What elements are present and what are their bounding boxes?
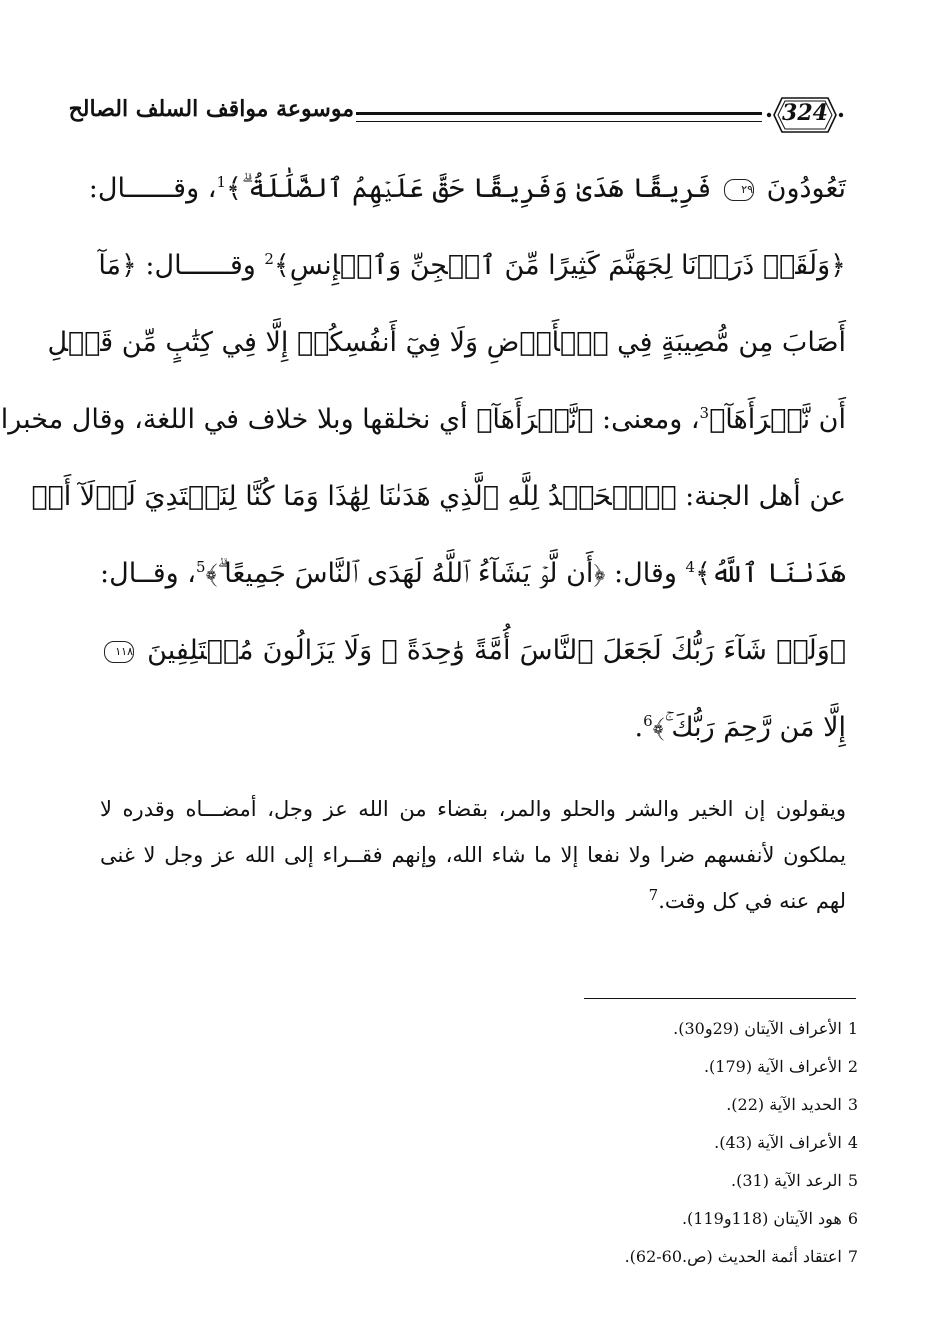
text-line: [47, 304, 846, 381]
line-segment: ، ومعنى: ﴿نَّبۡرَأَهَآ﴾ أي نخلقها وبلا خلاف في اللغة، وقال مخبرا: [0, 404, 700, 435]
footnote-text: الحديد الآية (22).: [726, 1095, 842, 1114]
line-segment: ، وقــــــال:: [88, 173, 217, 204]
footnote-number: 3: [847, 1095, 858, 1114]
footnotes-list: [400, 1014, 858, 1280]
footnote-number: 7: [847, 1247, 858, 1266]
page-number-badge: [764, 92, 846, 138]
footnote-ref: 7: [648, 886, 659, 904]
footnote-number: 2: [847, 1057, 858, 1076]
line-segment: عن أهل الجنة: ﴿ٱلۡحَمۡدُ لِلَّهِ ٱلَّذِي هَدَىٰنَا لِهَٰذَا وَمَا كُنَّا لِنَهۡتَدِيَ لَوۡلَآ أَنۡ: [31, 481, 846, 512]
line-segment: أَن نَّبۡرَأَهَآ﴾: [709, 404, 846, 435]
footnote-text: هود الآيتان (118و119).: [681, 1209, 842, 1228]
verse-block: [0, 150, 846, 766]
footnote-ref: 1: [216, 173, 226, 191]
footnote-separator: [584, 998, 856, 999]
line-segment: أَصَابَ مِن مُّصِيبَةٍ فِي ٱلۡأَرۡضِ وَلَا فِيٓ أَنفُسِكُمۡ إِلَّا فِي كِتَٰبٍ مِّن قَبۡلِ: [47, 327, 846, 358]
header-rule: [356, 112, 762, 122]
footnote-item: [400, 1166, 858, 1204]
main-text: [0, 150, 846, 945]
book-title: موسوعة مواقف السلف الصالح: [68, 96, 354, 122]
text-line: [100, 689, 846, 766]
paragraph-text: ويقولون إن الخير والشر والحلو والمر، بقضاء من الله عز وجل، أمضـــاه وقدره لا يملكون لأنفسهم ضرا ولا نفعا إلا ما شاء الله، وإنهم فقــراء إلى الله عز وجل لا غنى لهم عنه في كل وقت.: [100, 797, 846, 913]
footnote-text: الأعراف الآيتان (29و30).: [673, 1019, 842, 1038]
line-segment: إِلَّا مَن رَّحِمَ رَبُّكَ ۚ﴾: [652, 712, 846, 743]
line-segment: فَرِيقًا هَدَىٰ وَفَرِيقًا حَقَّ عَلَيۡهِمُ ٱلضَّلَٰلَةُ ۗ﴾: [225, 173, 721, 204]
footnote-text: الرعد الآية (31).: [731, 1171, 842, 1190]
footnote-ref: 3: [699, 404, 710, 422]
footnote-number: 5: [847, 1171, 858, 1190]
text-line: [0, 381, 846, 458]
footnote-text: اعتقاد أئمة الحديث (ص.60-62).: [624, 1247, 842, 1266]
footnote-ref: 4: [685, 558, 696, 576]
prose-paragraph: [100, 786, 846, 924]
line-segment: هَدَىٰنَا ٱللَّهُ﴾: [695, 558, 846, 589]
footnote-text: الأعراف الآية (179).: [703, 1057, 842, 1076]
footnote-number: 6: [847, 1209, 858, 1228]
text-line: [100, 227, 846, 304]
line-segment: ، وقــال:: [100, 558, 197, 589]
footnote-item: [400, 1204, 858, 1242]
footnote-item: [400, 1014, 858, 1052]
footnote-item: [400, 1052, 858, 1090]
text-line: [100, 535, 846, 612]
line-segment: ﴿وَلَقَدۡ ذَرَأۡنَا لِجَهَنَّمَ كَثِيرًا مِّنَ ٱلۡجِنِّ وَٱلۡإِنسِ﴾: [273, 250, 846, 281]
footnote-ref: 2: [264, 250, 274, 268]
footnote-number: 1: [847, 1019, 858, 1038]
line-segment: .: [634, 712, 644, 743]
footnote-ref: 6: [643, 712, 653, 730]
text-line: [31, 458, 846, 535]
footnote-item: [400, 1128, 858, 1166]
footnote-text: الأعراف الآية (43).: [714, 1133, 842, 1152]
line-segment: تَعُودُونَ: [758, 173, 846, 204]
footnote-number: 4: [847, 1133, 858, 1152]
line-segment: وقال: ﴿أَن لَّوۡ يَشَآءُ ٱللَّهُ لَهَدَى ٱلنَّاسَ جَمِيعًا ۗ﴾: [205, 558, 686, 589]
line-segment: وقــــــال: ﴿مَآ: [98, 250, 265, 281]
page-number: 324: [782, 100, 828, 126]
running-header: [68, 92, 846, 148]
footnote-item: [400, 1090, 858, 1128]
verse-end-marker: ١١٨: [104, 641, 134, 663]
footnote-ref: 5: [196, 558, 206, 576]
line-segment: ﴿وَلَوۡ شَآءَ رَبُّكَ لَجَعَلَ ٱلنَّاسَ أُمَّةً وَٰحِدَةً ۖ وَلَا يَزَالُونَ مُخۡتَلِفِينَ: [138, 635, 846, 666]
verse-end-marker: ٢٩: [724, 179, 754, 201]
footnote-item: [400, 1242, 858, 1280]
text-line: [100, 612, 846, 689]
text-line: [88, 150, 846, 227]
